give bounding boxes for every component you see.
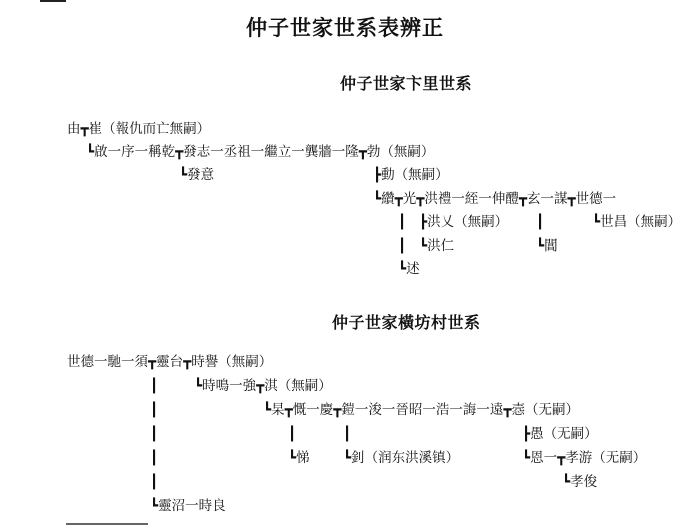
s2-line-4: ┃ xyxy=(150,402,159,418)
s2-line-7: ┃ xyxy=(288,426,297,442)
s1-line-6: ┃ ┣洪乂（無嗣） xyxy=(398,214,509,230)
s2-line-9: ┣愚（无嗣） xyxy=(522,426,598,442)
s1-line-5: ┗纘┳光┳洪禮一絰一伸醴┳玄一謀┳世德一 xyxy=(373,191,617,207)
s1-line-1: 由┳崔（報仇而亡無嗣） xyxy=(67,121,211,137)
s2-line-6: ┃ xyxy=(150,426,159,442)
s2-line-13: ┗恩一┳孝游（无嗣） xyxy=(522,450,647,466)
s2-line-2: ┃ xyxy=(150,378,159,394)
section1-heading: 仲子世家卞里世系 xyxy=(340,74,473,93)
s2-line-11: ┗悌 xyxy=(288,450,310,466)
s1-line-2: ┗啟一序一稱乾┳發志一丞祖一繼立一龔牆一隆┳勃（無嗣） xyxy=(86,144,435,160)
s2-line-10: ┃ xyxy=(150,450,159,466)
s1-line-10: ┗閶 xyxy=(536,238,558,254)
s2-line-15: ┗孝俊 xyxy=(562,474,598,490)
s1-line-11: ┗述 xyxy=(398,261,420,277)
s1-line-3: ┗發意 xyxy=(179,167,215,183)
s2-line-16: ┗靈沼一時良 xyxy=(150,498,226,514)
s2-line-14: ┃ xyxy=(150,474,159,490)
s2-line-12: ┗釗（润东洪溪镇） xyxy=(343,450,460,466)
top-rule-fragment xyxy=(40,0,66,2)
s2-line-1: 世德一馳一須┳靈台┳時譽（無嗣） xyxy=(67,354,273,370)
s1-line-9: ┃ ┗洪仁 xyxy=(398,238,455,254)
s1-line-4: ┣動（無嗣） xyxy=(373,167,449,183)
s1-line-8: ┗世昌（無嗣） xyxy=(592,214,682,230)
s2-line-3: ┗時鳴一強┳淇（無嗣） xyxy=(194,378,332,394)
s2-line-5: ┗杲┳慨一慶┳鎧一浚一晉昭一浩一誨一遠┳悫（无嗣） xyxy=(263,402,580,418)
s2-line-8: ┃ xyxy=(343,426,352,442)
section2-heading: 仲子世家橫坊村世系 xyxy=(332,313,481,332)
document-title: 仲子世家世系表辨正 xyxy=(246,15,444,40)
s1-line-7: ┃ xyxy=(536,214,545,230)
